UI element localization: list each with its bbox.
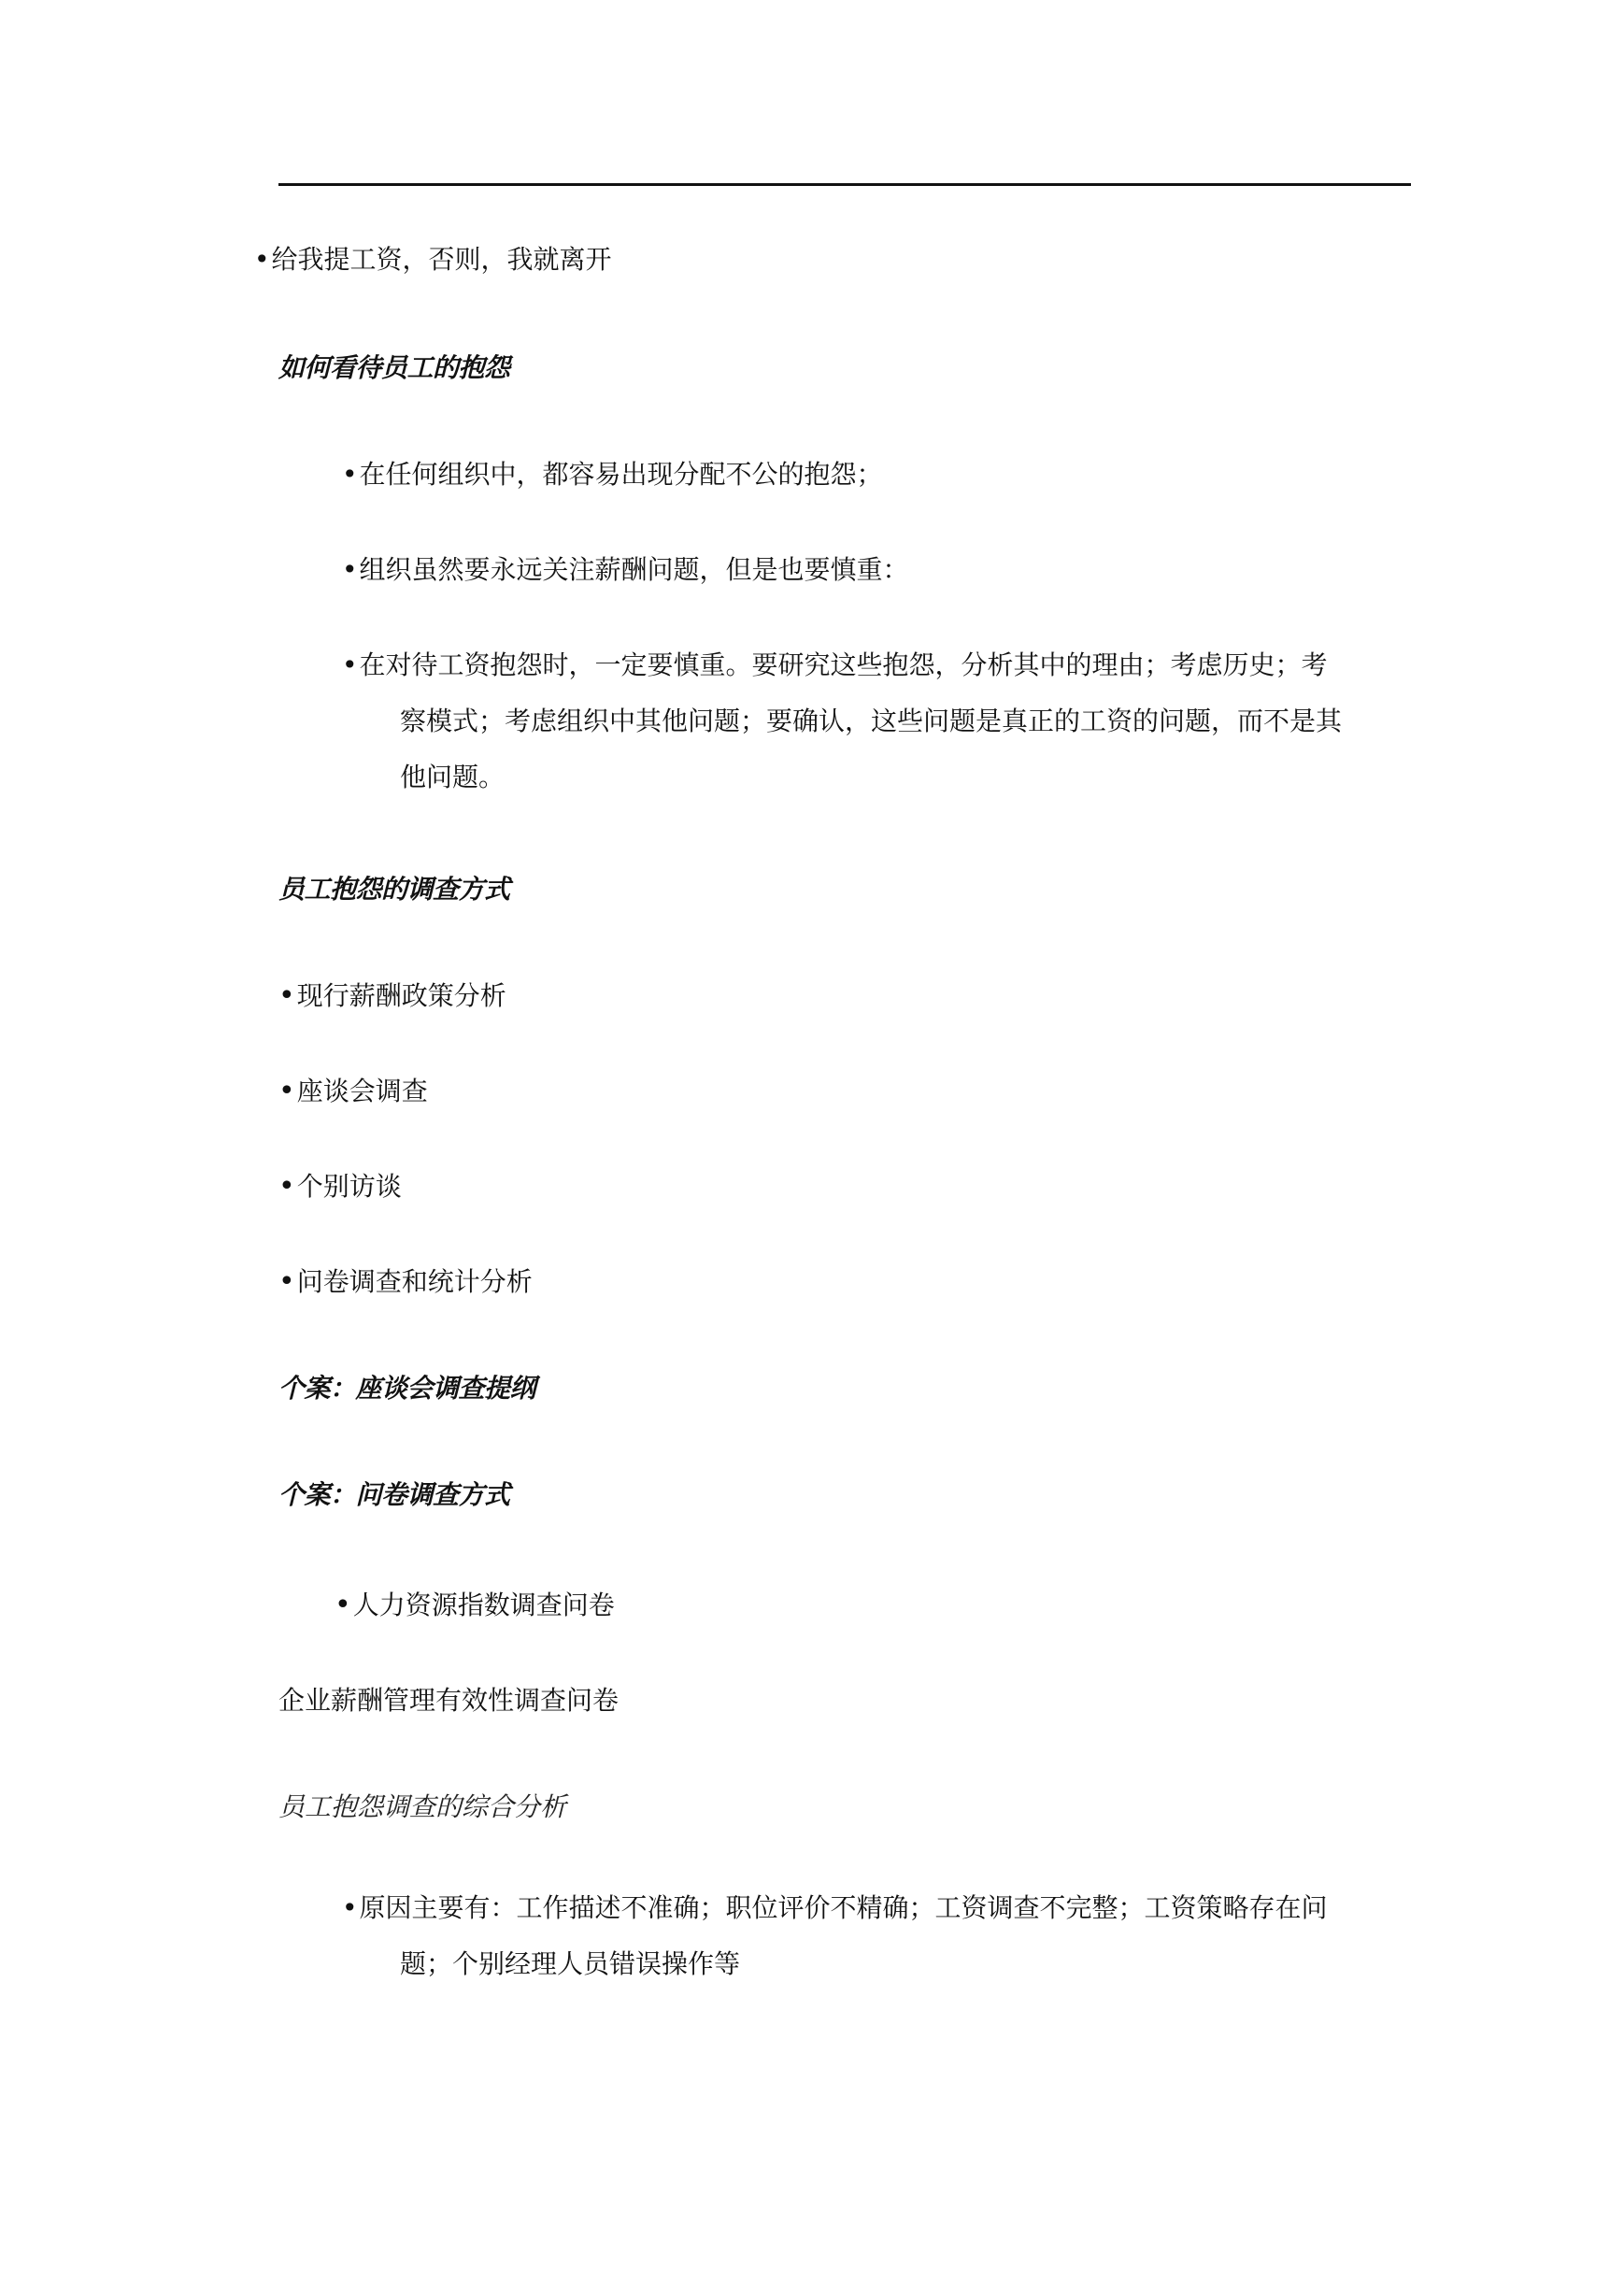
list-item-text: 在任何组织中，都容易出现分配不公的抱怨； xyxy=(359,459,883,490)
list-item-text: 问卷调查和统计分析 xyxy=(296,1266,533,1297)
list-item xyxy=(342,456,883,493)
bullet-icon: • xyxy=(278,979,295,1012)
list-item-text: 原因主要有：工作描述不准确；职位评价不精确；工资调查不完整；工资策略存在问 xyxy=(359,1892,1328,1923)
intro-line xyxy=(254,241,612,278)
bullet-icon: • xyxy=(278,1265,295,1298)
case-heading-forum-outline: 个案：座谈会调查提纲 xyxy=(278,1373,536,1404)
list-item-text: 在对待工资抱怨时，一定要慎重。要研究这些抱怨，分析其中的理由；考虑历史；考 xyxy=(359,649,1328,680)
list-item-multiline xyxy=(342,1880,1407,1992)
list-item-line-3: 他问题。 xyxy=(400,762,506,792)
list-item-text: 组织虽然要永远关注薪酬问题，但是也要慎重： xyxy=(359,554,909,585)
section-heading-comprehensive-analysis: 员工抱怨调查的综合分析 xyxy=(278,1791,567,1822)
list-item xyxy=(278,977,506,1015)
list-item xyxy=(278,1073,428,1110)
list-item xyxy=(335,1587,615,1624)
section-heading-view-complaints: 如何看待员工的抱怨 xyxy=(278,352,510,383)
list-item-text: 个别访谈 xyxy=(296,1171,402,1202)
case-heading-questionnaire: 个案：问卷调查方式 xyxy=(278,1479,510,1510)
bullet-icon: • xyxy=(335,1589,351,1621)
list-item-line-1 xyxy=(342,1880,1407,1936)
header-rule xyxy=(278,183,1411,186)
list-item xyxy=(278,1263,533,1301)
bullet-icon: • xyxy=(342,1892,358,1923)
list-item-text: 人力资源指数调查问卷 xyxy=(352,1590,615,1620)
bullet-icon: • xyxy=(278,1075,295,1107)
bullet-icon: • xyxy=(342,649,358,680)
section-heading-survey-methods: 员工抱怨的调查方式 xyxy=(278,874,510,905)
plain-text-line: 企业薪酬管理有效性调查问卷 xyxy=(278,1685,620,1716)
list-item-line-2: 题；个别经理人员错误操作等 xyxy=(400,1948,741,1979)
list-item-multiline xyxy=(342,637,1407,806)
bullet-icon: • xyxy=(342,554,358,585)
list-item-line-2: 察模式；考虑组织中其他问题；要确认，这些问题是真正的工资的问题，而不是其 xyxy=(400,706,1343,736)
bullet-icon: • xyxy=(342,459,358,490)
intro-text: 给我提工资，否则，我就离开 xyxy=(271,244,612,275)
list-item-text: 座谈会调查 xyxy=(296,1076,428,1106)
list-item-line-1 xyxy=(342,637,1407,693)
list-item xyxy=(278,1168,402,1205)
list-item-text: 现行薪酬政策分析 xyxy=(296,980,506,1011)
bullet-icon: • xyxy=(254,244,270,275)
list-item xyxy=(342,551,909,589)
bullet-icon: • xyxy=(278,1170,295,1203)
